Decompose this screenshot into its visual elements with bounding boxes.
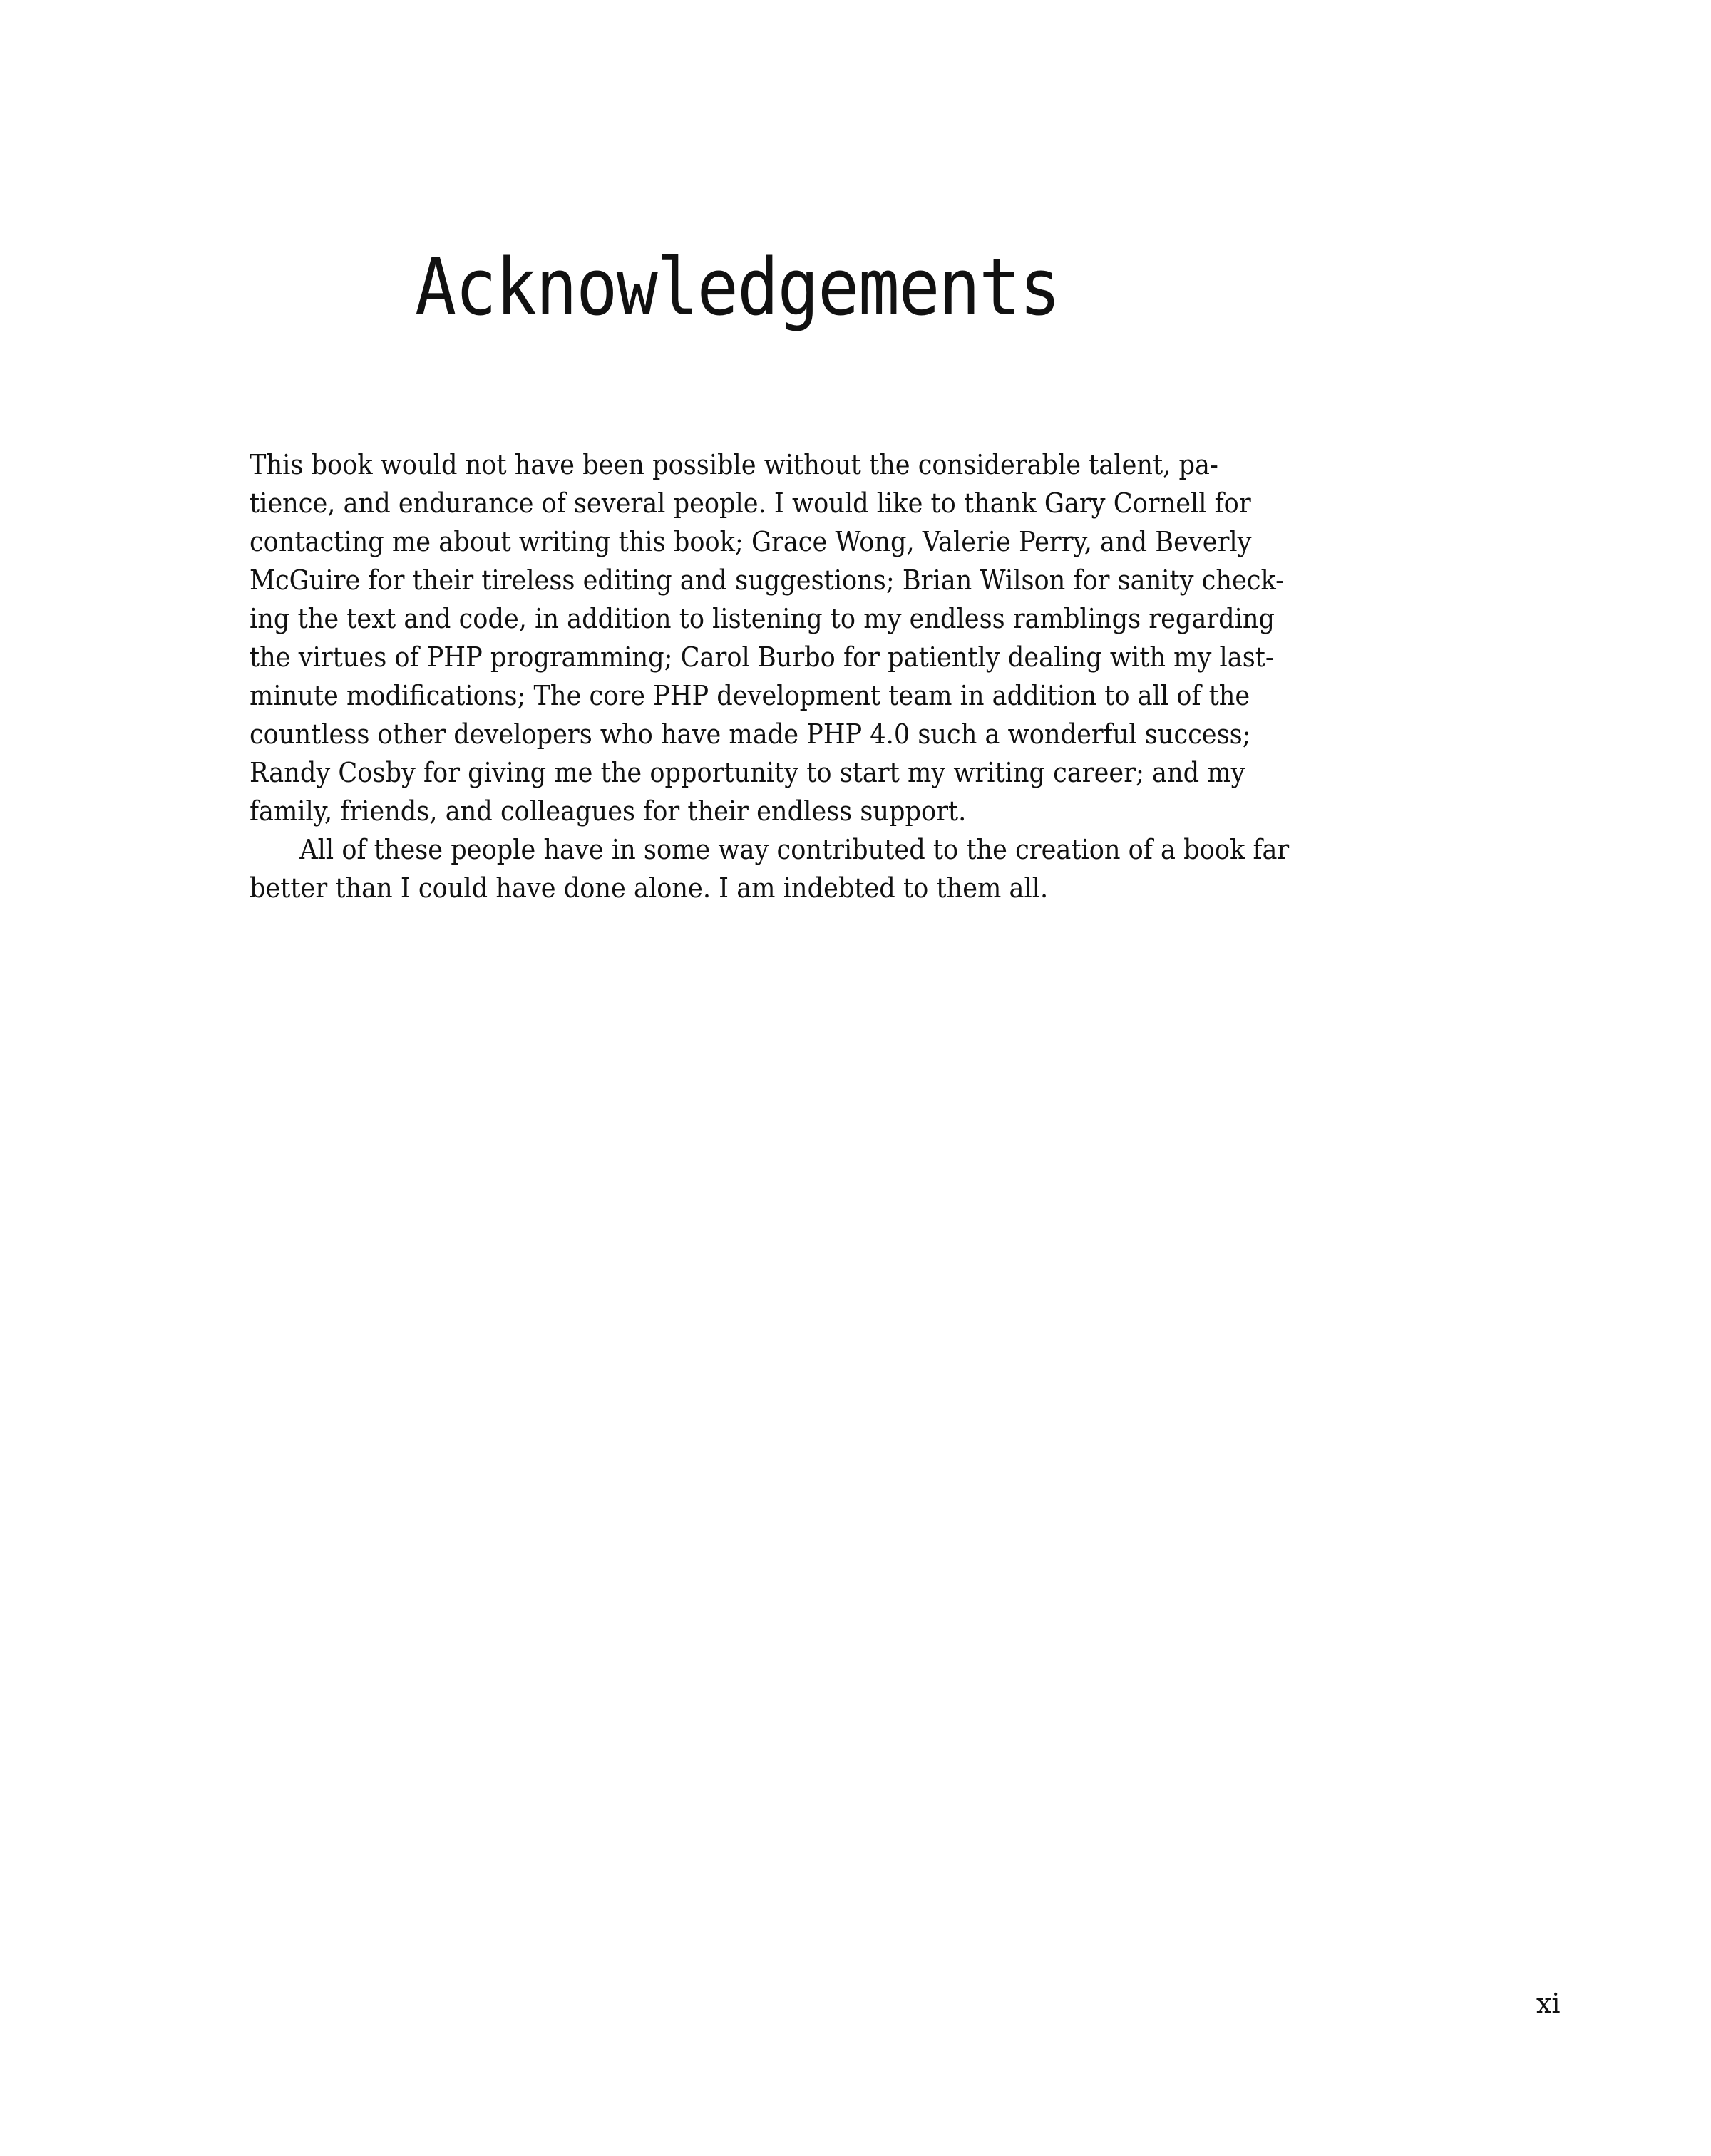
text-line: better than I could have done alone. I am indebted to them all.: [250, 872, 1049, 904]
text-line: This book would not have been possible without the considerable talent, pa-: [250, 449, 1218, 480]
text-line: McGuire for their tireless editing and suggestions; Brian Wilson for sanity check-: [250, 564, 1285, 596]
text-line: the virtues of PHP programming; Carol Burbo for patiently dealing with my last-: [250, 641, 1274, 673]
page-number: xi: [1536, 1988, 1561, 2019]
text-line: tience, and endurance of several people. I would like to thank Gary Cornell for: [250, 488, 1251, 519]
paragraph-2: [250, 830, 1290, 907]
text-line: family, friends, and colleagues for their endless support.: [250, 795, 967, 827]
page-title: Acknowledgements: [415, 242, 1060, 333]
text-line: ing the text and code, in addition to listening to my endless ramblings regarding: [250, 603, 1275, 634]
text-line: contacting me about writing this book; Grace Wong, Valerie Perry, and Beverly: [250, 526, 1252, 557]
text-line: All of these people have in some way contributed to the creation of a book far: [299, 834, 1290, 865]
paragraph-1: [250, 445, 1290, 830]
text-line: minute modifications; The core PHP development team in addition to all of the: [250, 680, 1250, 711]
text-line: Randy Cosby for giving me the opportunity to start my writing career; and my: [250, 757, 1245, 788]
acknowledgements-body: [250, 445, 1290, 907]
text-line: countless other developers who have made PHP 4.0 such a wonderful success;: [250, 718, 1251, 750]
